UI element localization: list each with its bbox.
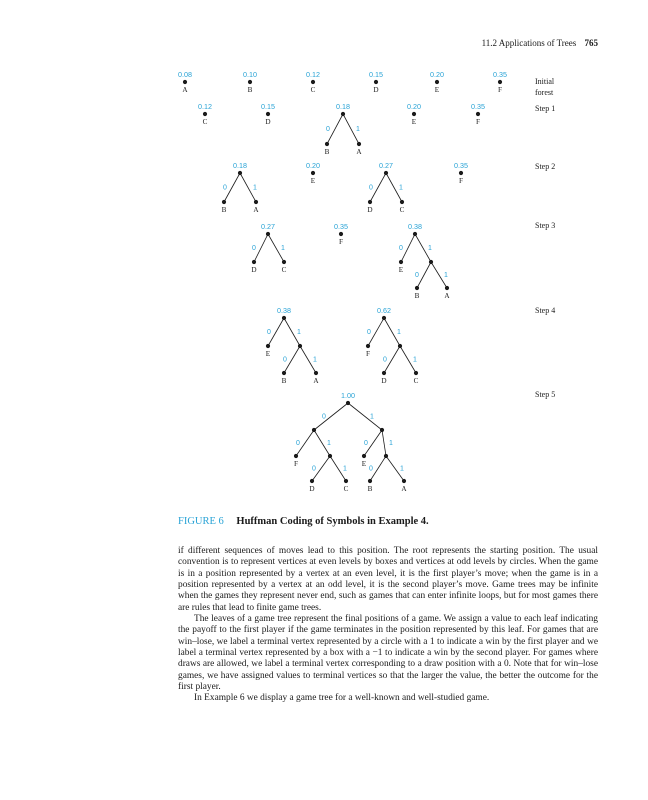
tree-edge: [348, 403, 382, 430]
weight-label: 0.38: [277, 306, 291, 315]
tree-vertex: [325, 142, 329, 146]
tree-vertex: [382, 371, 386, 375]
edge-bit-label: 1: [389, 440, 393, 447]
step-label: Step 5: [535, 390, 556, 399]
tree-vertex: [414, 371, 418, 375]
edge-bit-label: 1: [397, 329, 401, 336]
edge-bit-label: 0: [267, 329, 271, 336]
step-label: Step 2: [535, 162, 556, 171]
tree-vertex: [399, 260, 403, 264]
weight-label: 1.00: [341, 391, 355, 400]
weight-label: 0.12: [198, 102, 212, 111]
tree-vertex: [362, 454, 366, 458]
tree-edge: [417, 262, 431, 288]
tree-vertex: [344, 479, 348, 483]
edge-bit-label: 1: [327, 440, 331, 447]
page-number: 765: [584, 38, 598, 48]
edge-bit-label: 1: [281, 245, 285, 252]
tree-edge: [254, 234, 268, 262]
edge-bit-label: 0: [369, 465, 373, 473]
weight-label: 0.20: [407, 102, 421, 111]
edge-bit-label: 0: [252, 245, 256, 252]
weight-label: 0.27: [379, 161, 393, 170]
symbol-label: D: [381, 377, 387, 385]
symbol-label: B: [247, 86, 253, 94]
symbol-label: E: [310, 177, 316, 185]
symbol-label: E: [398, 266, 404, 274]
symbol-label: C: [202, 118, 208, 126]
edge-bit-label: 0: [312, 465, 316, 473]
symbol-label: A: [253, 206, 259, 214]
weight-label: 0.18: [336, 102, 350, 111]
symbol-label: F: [459, 177, 463, 185]
edge-bit-label: 0: [367, 329, 371, 336]
body-text: [178, 546, 598, 705]
tree-vertex: [266, 112, 270, 116]
tree-vertex: [459, 171, 463, 175]
symbol-label: F: [294, 460, 298, 468]
symbol-label: F: [339, 238, 343, 246]
weight-label: 0.18: [233, 161, 247, 170]
step-label: Initial: [535, 77, 555, 86]
weight-label: 0.20: [430, 70, 444, 79]
weight-label: 0.62: [377, 306, 391, 315]
tree-edge: [382, 430, 386, 456]
symbol-label: E: [434, 86, 440, 94]
tree-vertex: [400, 200, 404, 204]
edge-bit-label: 0: [326, 126, 330, 133]
symbol-label: E: [361, 460, 367, 468]
step-label: forest: [535, 88, 554, 97]
symbol-label: A: [444, 292, 450, 300]
tree-vertex: [415, 286, 419, 290]
edge-bit-label: 1: [313, 356, 317, 364]
edge-bit-label: 1: [428, 245, 432, 252]
step-label: Step 1: [535, 104, 556, 113]
tree-vertex: [498, 80, 502, 84]
edge-bit-label: 1: [356, 126, 360, 133]
weight-label: 0.20: [306, 161, 320, 170]
tree-edge: [314, 403, 348, 430]
symbol-label: D: [373, 86, 379, 94]
tree-vertex: [282, 371, 286, 375]
weight-label: 0.35: [471, 102, 485, 111]
tree-vertex: [282, 260, 286, 264]
edge-bit-label: 0: [399, 245, 403, 252]
symbol-label: C: [413, 377, 419, 385]
tree-vertex: [248, 80, 252, 84]
symbol-label: E: [411, 118, 417, 126]
symbol-label: A: [313, 377, 319, 385]
edge-bit-label: 1: [253, 184, 257, 192]
figure-title: Huffman Coding of Symbols in Example 4.: [236, 516, 429, 527]
tree-vertex: [203, 112, 207, 116]
edge-bit-label: 0: [296, 440, 300, 447]
step-label: Step 3: [535, 221, 556, 230]
section-title: 11.2 Applications of Trees: [481, 38, 577, 48]
paragraph-2: The leaves of a game tree represent the final positions of a game. We assign a value to each leaf indicating the payoff to the first player if the game terminates in the position represented by this leaf. For games that are win–lose, we label a terminal vertex represented by a circle with a 1 to indicate a win by the first player and we label a terminal vertex represented by a box with a −1 to indicate a win by the second player. For games where draws are allowed, we label a terminal vertex corresponding to a draw position with a 0. Note that for win–lose games, we have assigned values to terminal vertices so that the larger the value, the better the outcome for the first player.: [178, 614, 598, 693]
weight-label: 0.12: [306, 70, 320, 79]
tree-edge: [401, 234, 415, 262]
symbol-label: D: [367, 206, 373, 214]
symbol-label: C: [343, 485, 349, 493]
weight-label: 0.35: [334, 222, 348, 231]
symbol-label: B: [281, 377, 287, 385]
tree-vertex: [252, 260, 256, 264]
tree-vertex: [311, 80, 315, 84]
edge-bit-label: 0: [369, 184, 373, 192]
tree-vertex: [310, 479, 314, 483]
weight-label: 0.08: [178, 70, 192, 79]
edge-bit-label: 1: [297, 329, 301, 336]
figure-label: FIGURE 6: [178, 516, 224, 527]
edge-bit-label: 0: [322, 413, 326, 421]
tree-vertex: [374, 80, 378, 84]
edge-bit-label: 1: [400, 465, 404, 473]
weight-label: 0.15: [369, 70, 383, 79]
symbol-label: A: [182, 86, 188, 94]
tree-vertex: [368, 479, 372, 483]
paragraph-1: if different sequences of moves lead to this position. The root represents the starting position. The usual convention is to represent vertices at even levels by boxes and vertices at odd levels by circles. When the game is in a position represented by a vertex at an even level, it is the first player’s move; when the game is in a position represented by a vertex at an odd level, it is the second player’s move. Game trees may be infinite when the games they represent never end, such as games that can enter infinite loops, but for most games there are rules that lead to finite game trees.: [178, 546, 598, 613]
figure-caption: [178, 516, 429, 527]
symbol-label: D: [265, 118, 271, 126]
tree-vertex: [402, 479, 406, 483]
symbol-label: B: [414, 292, 420, 300]
weight-label: 0.27: [261, 222, 275, 231]
weight-label: 0.35: [493, 70, 507, 79]
symbol-label: B: [367, 485, 373, 493]
edge-bit-label: 1: [343, 465, 347, 473]
edge-bit-label: 0: [364, 440, 368, 447]
tree-vertex: [314, 371, 318, 375]
tree-vertex: [357, 142, 361, 146]
symbol-label: B: [324, 148, 330, 156]
tree-vertex: [368, 200, 372, 204]
weight-label: 0.38: [408, 222, 422, 231]
tree-vertex: [412, 112, 416, 116]
tree-vertex: [266, 344, 270, 348]
weight-label: 0.35: [454, 161, 468, 170]
tree-vertex: [183, 80, 187, 84]
tree-vertex: [339, 232, 343, 236]
symbol-label: B: [221, 206, 227, 214]
tree-vertex: [294, 454, 298, 458]
edge-bit-label: 1: [413, 356, 417, 364]
tree-vertex: [222, 200, 226, 204]
edge-bit-label: 0: [223, 184, 227, 192]
edge-bit-label: 1: [399, 184, 403, 192]
edge-bit-label: 1: [370, 413, 374, 421]
symbol-label: C: [310, 86, 316, 94]
symbol-label: D: [251, 266, 257, 274]
edge-bit-label: 0: [383, 356, 387, 364]
weight-label: 0.10: [243, 70, 257, 79]
symbol-label: C: [281, 266, 287, 274]
step-label: Step 4: [535, 306, 556, 315]
edge-bit-label: 0: [283, 356, 287, 364]
symbol-label: E: [265, 350, 271, 358]
paragraph-3: In Example 6 we display a game tree for a well-known and well-studied game.: [194, 693, 490, 704]
symbol-label: D: [309, 485, 315, 493]
symbol-label: A: [401, 485, 407, 493]
tree-vertex: [476, 112, 480, 116]
symbol-label: A: [356, 148, 362, 156]
tree-vertex: [435, 80, 439, 84]
edge-bit-label: 1: [444, 272, 448, 279]
tree-vertex: [254, 200, 258, 204]
symbol-label: F: [476, 118, 480, 126]
symbol-label: F: [366, 350, 370, 358]
symbol-label: F: [498, 86, 502, 94]
tree-vertex: [445, 286, 449, 290]
weight-label: 0.15: [261, 102, 275, 111]
tree-vertex: [311, 171, 315, 175]
tree-vertex: [366, 344, 370, 348]
symbol-label: C: [399, 206, 405, 214]
edge-bit-label: 0: [415, 272, 419, 279]
